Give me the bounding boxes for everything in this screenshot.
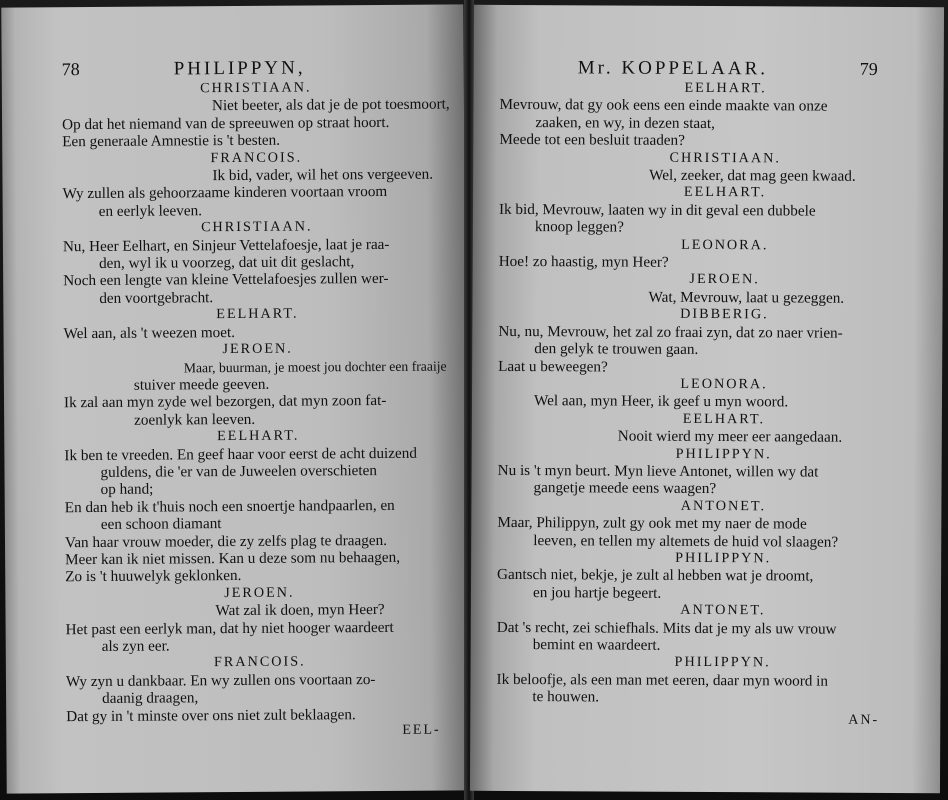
speaker-name: CHRISTIAAN. <box>201 218 313 236</box>
text-line: den, wyl ik u voorzeg, dat uit dit geslacht, <box>98 253 355 273</box>
text-line: den voortgebracht. <box>99 289 214 307</box>
right-page <box>470 5 944 793</box>
text-line: Maar, Philippyn, zult gy ook met my naer de mode <box>497 514 807 533</box>
text-line: En dan heb ik t'huis noch een snoertje handpaarlen, en <box>64 496 395 516</box>
speaker-name: EELHART. <box>216 305 299 323</box>
text-line: Nooit wierd my meer eer aangedaan. <box>617 427 843 446</box>
text-line: Mevrouw, dat gy ook eens een einde maakte van onze <box>499 96 828 116</box>
text-line: Dat gy in 't minste over ons niet zult beklaagen. <box>66 705 356 725</box>
text-line: Dat 's recht, zei schiefhals. Mits dat je my als uw vrouw <box>496 618 837 638</box>
text-line: Wel aan, myn Heer, ik geef u myn woord. <box>533 392 789 411</box>
text-line: Laat u beweegen? <box>498 357 608 375</box>
text-line: Het past een eerlyk man, dat hy niet hooger waardeert <box>65 618 394 638</box>
speaker-name: ANTONET. <box>680 602 766 619</box>
text-line: zoenlyk kan leeven. <box>134 410 256 429</box>
speaker-name: ANTONET. <box>680 497 767 515</box>
speaker-name: JEROEN. <box>222 340 293 358</box>
speaker-name: CHRISTIAAN. <box>200 79 312 97</box>
text-line: zaaken, en wy, in dezen staat, <box>535 113 715 132</box>
text-line: Wat zal ik doen, myn Heer? <box>215 601 385 620</box>
text-line: Hoe! zo haastig, myn Heer? <box>498 252 669 271</box>
text-line: Nu, Heer Eelhart, en Sinjeur Vettelafoesje, laat je raa- <box>62 235 390 255</box>
page-body <box>62 78 454 725</box>
text-line: leeven, en tellen my altemets de huid vol slaagen? <box>533 531 839 551</box>
text-line: Maar, buurman, je moest jou dochter een fraaije <box>183 358 447 375</box>
speaker-name: EELHART. <box>684 79 767 97</box>
speaker-name: LEONORA. <box>680 375 768 393</box>
text-line: als zyn eer. <box>101 637 170 655</box>
text-line: gangetje meede eens waagen? <box>533 479 717 498</box>
text-line: Niet beeter, als dat je de pot toesmoort, <box>211 95 450 115</box>
text-line: Wy zullen als gehoorzaame kinderen voortaan vroom <box>62 183 388 203</box>
page-number: 78 <box>61 59 80 80</box>
speaker-name: PHILIPPYN. <box>675 549 772 567</box>
text-line: op hand; <box>100 480 154 499</box>
speaker-name: CHRISTIAAN. <box>669 149 782 167</box>
speaker-name: PHILIPPYN. <box>675 445 772 462</box>
text-line: stuiver meede geeven. <box>133 375 270 394</box>
speaker-name: FRANCOIS. <box>210 149 303 166</box>
text-line: Van haar vrouw moeder, die zy zelfs plag te draagen. <box>64 531 388 551</box>
text-line: Nu is 't myn beurt. Myn lieve Antonet, willen wy dat <box>497 461 819 481</box>
speaker-name: JEROEN. <box>224 584 295 601</box>
speaker-name: FRANCOIS. <box>213 653 306 671</box>
text-line: en jou hartje begeert. <box>532 583 662 602</box>
text-line: Ik bid, Mevrouw, laaten wy in dit geval een dubbele <box>498 200 816 220</box>
speaker-name: EELHART. <box>682 410 766 428</box>
text-line: Op dat het niemand van de spreeuwen op straat hoort. <box>62 113 390 134</box>
text-line: Meede tot een besluit traaden? <box>499 131 685 150</box>
text-line: Ik zal aan myn zyde wel bezorgen, dat myn zoon fat- <box>63 392 387 412</box>
text-line: Wel, zeeker, dat mag geen kwaad. <box>649 166 856 185</box>
text-line: Zo is 't huuwelyk geklonken. <box>65 567 242 586</box>
running-head: Mr. KOPPELAAR. <box>577 57 769 80</box>
text-line: Gantsch niet, bekje, je zult al hebben wat je droomt, <box>497 566 814 585</box>
text-line: Noch een lengte van kleine Vettelafoesjes zullen wer- <box>63 270 389 290</box>
speaker-name: LEONORA. <box>681 236 769 253</box>
text-line: knoop leggen? <box>534 218 624 236</box>
text-line: daanig draagen, <box>102 689 199 708</box>
text-line: guldens, die 'er van de Juweelen overschieten <box>100 461 377 481</box>
text-line: te houwen. <box>532 688 600 706</box>
page-number: 79 <box>859 58 878 79</box>
text-line: den gelyk te trouwen gaan. <box>534 340 699 359</box>
text-line: Wy zyn u dankbaar. En wy zullen ons voortaan zo- <box>65 670 376 690</box>
catchword: AN- <box>848 712 880 728</box>
speaker-name: JEROEN. <box>689 271 760 288</box>
page-body <box>496 79 911 708</box>
speaker-name: DIBBERIG. <box>680 306 769 323</box>
text-line: Ik beloofje, als een man met eeren, daar myn woord in <box>496 670 829 690</box>
text-line: Meer kan ik niet missen. Kan u deze som nu behaagen, <box>65 548 401 569</box>
text-line: Ik bid, vader, wil het ons vergeeven. <box>212 165 434 185</box>
speaker-name: EELHART. <box>683 184 767 201</box>
catchword: EEL- <box>402 722 441 738</box>
running-head: PHILIPPYN, <box>173 57 306 80</box>
text-line: Wat, Mevrouw, laat u gezeggen. <box>648 288 845 307</box>
text-line: Ik ben te vreeden. En geef haar voor eerst de acht duizend <box>64 444 417 464</box>
text-line: en eerlyk leeven. <box>98 202 203 220</box>
text-line: Nu, nu, Mevrouw, het zal zo fraai zyn, dat zo naer vrien- <box>498 322 843 342</box>
speaker-name: PHILIPPYN. <box>674 654 771 671</box>
text-line: Een generaale Amnestie is 't besten. <box>62 131 281 151</box>
speaker-name: EELHART. <box>217 427 300 445</box>
left-page <box>1 4 468 793</box>
text-line: Wel aan, als 't weezen moet. <box>63 323 236 342</box>
text-line: bemint en waardeert. <box>532 636 661 654</box>
text-line: een schoon diamant <box>100 515 222 534</box>
